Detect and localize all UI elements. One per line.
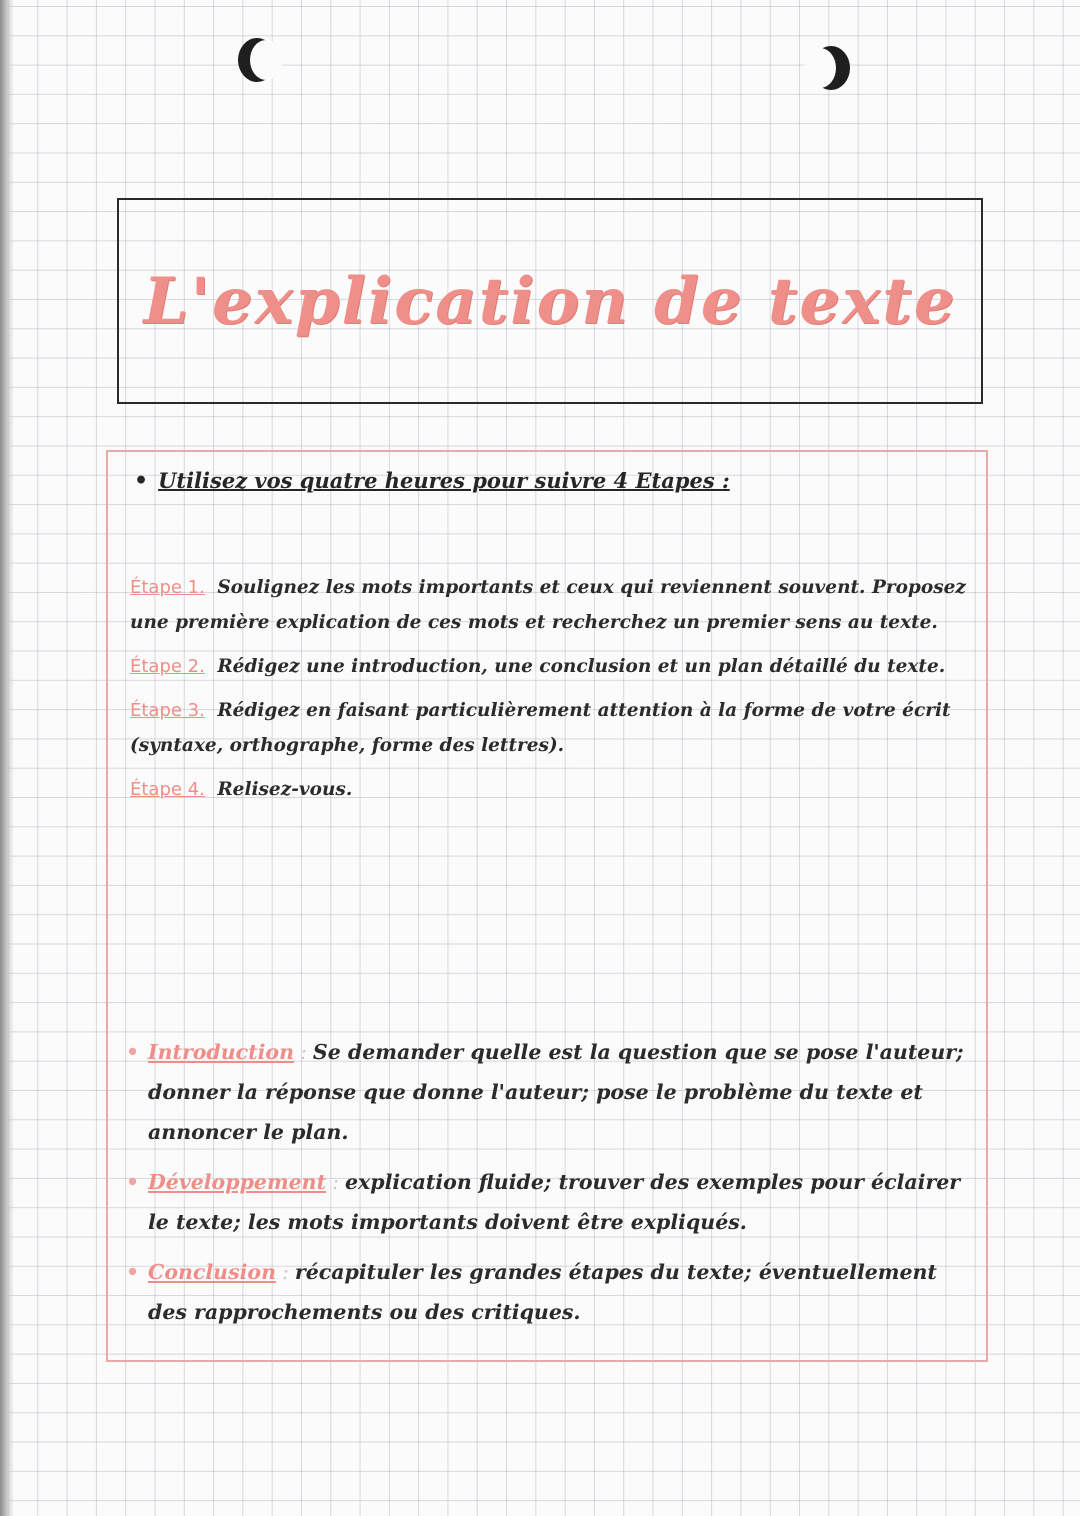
- step-2-label: Étape 2.: [130, 656, 205, 677]
- section-colon: :: [300, 1040, 307, 1064]
- section-bullet: •: [126, 1170, 140, 1194]
- section-bullet: •: [126, 1040, 140, 1064]
- step-4: [130, 772, 972, 807]
- section-introduction-label: Introduction: [148, 1040, 294, 1064]
- steps-list: [130, 570, 972, 816]
- section-introduction-text: Se demander quelle est la question que se pose l'auteur; donner la réponse que donne l'auteur; pose le problème du texte et annoncer le plan.: [148, 1040, 964, 1144]
- punch-hole-right: [812, 46, 850, 90]
- section-conclusion-text: récapituler les grandes étapes du texte; éventuellement des rapprochements ou des critiques.: [148, 1260, 937, 1324]
- step-2-text: Rédigez une introduction, une conclusion et un plan détaillé du texte.: [217, 656, 946, 677]
- step-3: [130, 693, 972, 763]
- title-box: [117, 198, 983, 404]
- section-developpement-text: explication fluide; trouver des exemples pour éclairer le texte; les mots importants doivent être expliqués.: [148, 1170, 961, 1234]
- step-1-text: Soulignez les mots importants et ceux qui reviennent souvent. Proposez une première explication de ces mots et recherchez un premier sens au texte.: [130, 577, 966, 633]
- punch-hole-left: [238, 38, 276, 82]
- section-introduction: [124, 1032, 974, 1152]
- step-3-label: Étape 3.: [130, 700, 205, 721]
- step-1: [130, 570, 972, 640]
- section-bullet: •: [126, 1260, 140, 1284]
- step-4-label: Étape 4.: [130, 779, 205, 800]
- section-developpement-label: Développement: [148, 1170, 327, 1194]
- step-1-label: Étape 1.: [130, 577, 205, 598]
- sections-list: [124, 1032, 974, 1342]
- section-colon: :: [332, 1170, 339, 1194]
- section-conclusion-label: Conclusion: [148, 1260, 276, 1284]
- binder-edge-shadow: [0, 0, 14, 1516]
- section-conclusion: [124, 1252, 974, 1332]
- page-title: L'explication de texte: [143, 263, 957, 339]
- heading-bullet: •: [134, 468, 149, 494]
- step-2: [130, 649, 972, 684]
- section-colon: :: [281, 1260, 289, 1284]
- section-developpement: [124, 1162, 974, 1242]
- steps-heading-text: Utilisez vos quatre heures pour suivre 4 Etapes :: [158, 468, 730, 493]
- step-4-text: Relisez-vous.: [217, 779, 353, 800]
- step-3-text: Rédigez en faisant particulièrement attention à la forme de votre écrit (syntaxe, orthographe, forme des lettres).: [130, 700, 951, 756]
- steps-heading: [134, 468, 954, 494]
